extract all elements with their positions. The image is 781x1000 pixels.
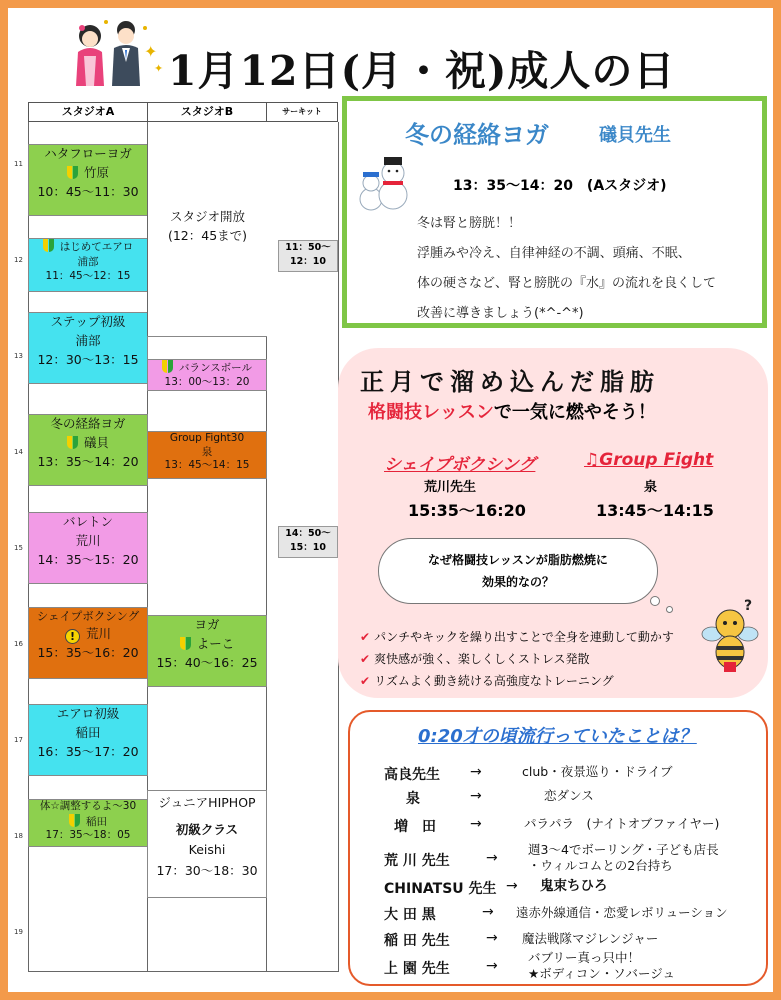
class-time: 11：45〜12：15 (45, 270, 131, 283)
class-name: バレトン (62, 514, 113, 529)
beginner-mark-icon (67, 436, 78, 449)
yoga-time: 13：35〜14：20 (Aスタジオ) (453, 178, 667, 194)
yoga-text-line: 改善に導きましょう(*^-^*) (417, 306, 584, 321)
class-time: 10：45〜11：30 (37, 183, 139, 199)
class-block-step-beginner[interactable] (28, 312, 148, 384)
class-block-yoga[interactable] (147, 615, 267, 687)
circuit-slot[interactable] (278, 240, 338, 272)
beginner-mark-icon (43, 239, 54, 252)
thought-bubble-dot (666, 606, 673, 613)
class-name: バランスボール (179, 362, 252, 374)
class-instructor: 浦部 (75, 332, 101, 348)
yoga-promo-box (342, 96, 767, 328)
arrow-icon: → (486, 850, 498, 866)
class-block-group-fight30[interactable] (147, 431, 267, 479)
class-name: はじめてエアロ (59, 241, 134, 253)
fight-class-time: 15:35〜16:20 (408, 501, 526, 520)
trend-person: 稲 田 先生 (384, 933, 450, 949)
class-level: 初級クラス (175, 821, 239, 837)
circuit-start: 11：50〜 (285, 242, 331, 253)
hour-label: 11 (14, 160, 23, 168)
arrow-icon: → (470, 764, 482, 780)
twenty-trends-box (348, 710, 768, 986)
trend-answer: 週3〜4でボーリング・子ども店長 (528, 842, 719, 857)
trend-answer: ・ウィルコムとの2台持ち (528, 858, 673, 873)
studio-open-block (147, 122, 267, 336)
beginner-mark-icon (67, 166, 78, 179)
trend-answer: 鬼束ちひろ (540, 878, 608, 894)
fight-class-name: シェイプボクシング (384, 455, 536, 475)
trend-answer: 魔法戦隊マジレンジャー (522, 931, 659, 946)
trend-answer: ★ボディコン・ソバージュ (528, 966, 675, 981)
page-title: 1月12日(月・祝)成人の日 (168, 47, 676, 95)
couple-illustration (70, 16, 152, 88)
sparkle-icon: ✦ (154, 62, 164, 75)
class-time: 13：00〜13：20 (164, 375, 250, 388)
fight-point-text: 爽快感が強く、楽しくしくストレス発散 (374, 652, 590, 666)
class-name: ステップ初級 (50, 314, 126, 329)
class-time: 17：30〜18：30 (156, 862, 258, 878)
trend-answer: パラパラ (ナイトオブファイヤー) (524, 816, 720, 831)
class-block-shape-boxing[interactable] (28, 607, 148, 679)
class-instructor: 稲田 (86, 815, 107, 828)
hour-label: 15 (14, 544, 23, 552)
class-time: 16：35〜17：20 (37, 743, 139, 759)
class-block-winter-meridian-yoga[interactable] (28, 414, 148, 486)
class-name: シェイプボクシング (36, 609, 140, 623)
class-instructor: 稲田 (75, 724, 101, 740)
arrow-icon: → (470, 816, 482, 832)
check-icon: ✔ (360, 674, 371, 688)
class-name: ヨガ (194, 617, 220, 632)
column-header-studio-a: スタジオA (28, 102, 148, 122)
class-instructor: 荒川 (85, 626, 111, 642)
fight-point-text: パンチやキックを繰り出すことで全身を連動して動かす (374, 630, 674, 644)
flyer-page (8, 8, 773, 992)
fight-class-instructor: 荒川先生 (424, 480, 477, 495)
beginner-mark-icon (180, 637, 191, 650)
trend-answer: 恋ダンス (544, 788, 594, 803)
hour-label: 14 (14, 448, 23, 456)
trend-answer: 遠赤外線通信・恋愛レボリューション (516, 905, 728, 920)
fight-point-text: リズムよく動き続ける高強度なトレーニング (374, 674, 614, 688)
fight-promo-box (338, 348, 768, 698)
class-name: Group Fight30 (169, 432, 245, 444)
yoga-title: 冬の経絡ヨガ (405, 121, 549, 149)
thought-bubble-dot (650, 596, 660, 606)
class-instructor: 礒貝 (83, 434, 109, 450)
fight-point (360, 650, 589, 667)
class-block-body-conditioning[interactable] (28, 799, 148, 847)
class-name: エアロ初級 (56, 706, 120, 721)
check-icon: ✔ (360, 630, 371, 644)
class-time: 13：45〜14：15 (164, 459, 250, 472)
trend-answer: バブリー真っ只中！ (528, 950, 641, 965)
circuit-start: 14：50〜 (285, 528, 331, 539)
studio-open-label: スタジオ開放 (169, 209, 245, 224)
trend-person: 増 田 (394, 819, 436, 835)
class-time: 12：30〜13：15 (37, 351, 139, 367)
twenty-heading: 0:20才の頃流行っていたことは？ (418, 726, 697, 747)
circuit-slot[interactable] (278, 526, 338, 558)
hour-label: 17 (14, 736, 23, 744)
class-time: 14：35〜15：20 (37, 551, 139, 567)
trend-person: CHINATSU 先生 (384, 881, 497, 897)
class-instructor: Keishi (188, 842, 226, 858)
trend-person: 上 園 先生 (384, 961, 450, 977)
fight-class-name: ♫Group Fight (584, 450, 714, 470)
yoga-text-line: 浮腫みや冷え、自律神経の不調、頭痛、不眠、 (417, 246, 691, 261)
fight-class-time: 13:45〜14:15 (596, 501, 714, 520)
class-name: ハタフローヨガ (44, 146, 132, 161)
hour-label: 16 (14, 640, 23, 648)
class-name: 冬の経絡ヨガ (50, 416, 126, 431)
arrow-icon: → (482, 904, 494, 920)
class-name: ジュニアHIPHOP (158, 795, 256, 810)
class-instructor: 荒川 (75, 532, 101, 548)
column-header-studio-b: スタジオB (147, 102, 267, 122)
beginner-mark-icon (69, 814, 80, 827)
circuit-end: 15：10 (290, 542, 326, 553)
trend-person: 荒 川 先生 (384, 853, 450, 869)
fight-subline-highlight: 格闘技レッスン (368, 402, 494, 423)
timetable (14, 102, 338, 972)
class-block-hajimete-aero[interactable] (28, 238, 148, 292)
hour-label: 12 (14, 256, 23, 264)
circuit-end: 12：10 (290, 256, 326, 267)
fight-point (360, 628, 674, 645)
class-instructor: 竹原 (83, 164, 109, 180)
trend-person: 大 田 黒 (384, 907, 436, 923)
yoga-text-line: 体の硬さなど、腎と膀胱の『水』の流れを良くして (417, 276, 717, 291)
check-icon: ✔ (360, 652, 371, 666)
arrow-icon: → (486, 958, 498, 974)
arrow-icon: → (486, 930, 498, 946)
hour-label: 13 (14, 352, 23, 360)
yoga-text-line: 冬は腎と膀胱！！ (417, 216, 522, 231)
bee-mascot-icon (700, 596, 760, 676)
class-time: 15：35〜16：20 (37, 645, 139, 661)
class-instructor: 浦部 (77, 255, 99, 268)
fight-point (360, 672, 614, 689)
class-instructor: 泉 (201, 445, 213, 458)
arrow-icon: → (470, 788, 482, 804)
fight-class-instructor: 泉 (644, 480, 658, 495)
fight-headline: 正月で溜め込んだ脂肪 (360, 368, 660, 396)
beginner-mark-icon (162, 360, 173, 373)
table-bottom-border (28, 971, 338, 972)
question-line: なぜ格闘技レッスンが脂肪燃焼に (428, 553, 608, 567)
hour-label: 18 (14, 832, 23, 840)
question-cloud (378, 538, 658, 604)
trend-person: 泉 (406, 791, 420, 807)
class-time: 15：40〜16：25 (156, 654, 258, 670)
arrow-icon: → (506, 878, 518, 894)
question-line: 効果的なの？ (481, 575, 554, 589)
column-header-circuit: サーキット (266, 102, 338, 122)
fight-subline (368, 398, 656, 424)
row-divider (147, 336, 267, 337)
class-instructor: よーこ (196, 635, 235, 651)
class-block-junior-hiphop[interactable] (147, 790, 267, 898)
fight-subline-rest: で一気に燃やそう！ (493, 402, 656, 423)
class-block-barreton[interactable] (28, 512, 148, 584)
sparkle-icon: ✦ (144, 42, 158, 61)
class-time: 13：35〜14：20 (37, 453, 139, 469)
class-time: 17：35〜18：05 (45, 829, 131, 842)
yoga-description (417, 209, 716, 329)
trend-person: 高良先生 (384, 767, 440, 783)
trend-answer: club・夜景巡り・ドライブ (522, 764, 673, 779)
snowman-icon (353, 151, 413, 217)
yoga-teacher: 礒貝先生 (599, 125, 671, 146)
class-block-aero-beginner[interactable] (28, 704, 148, 776)
class-name: 体☆調整するよ〜30 (39, 800, 137, 812)
studio-open-until: (12：45まで) (167, 227, 248, 243)
hour-label: 19 (14, 928, 23, 936)
class-block-hatha-flow-yoga[interactable] (28, 144, 148, 216)
warning-icon: ! (65, 629, 80, 644)
svg-text:?: ? (744, 598, 753, 614)
class-block-balance-ball[interactable] (147, 359, 267, 391)
